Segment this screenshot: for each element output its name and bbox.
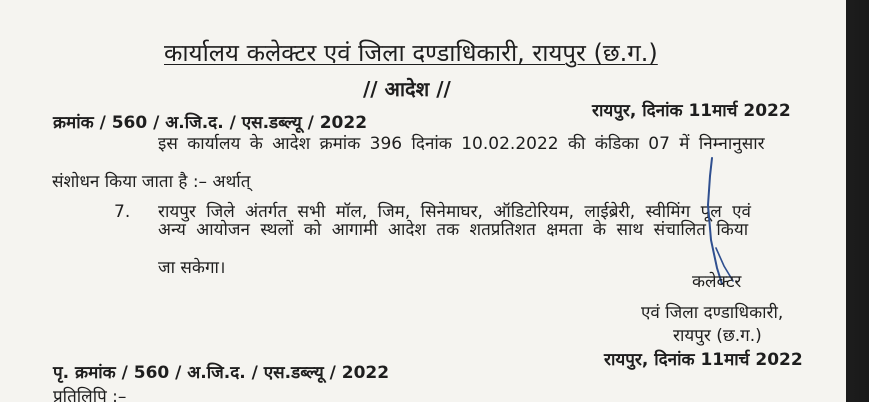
signatory-designation: कलेक्टर (692, 272, 742, 292)
reference-number: क्रमांक / 560 / अ.जि.द. / एस.डब्ल्यू / 2022 (53, 113, 368, 133)
signatory-title: एवं जिला दण्डाधिकारी, (641, 303, 784, 323)
order-date: रायपुर, दिनांक 11मार्च 2022 (592, 101, 791, 121)
amendment-number: 7. (114, 202, 131, 222)
amendment-line-1: रायपुर जिले अंतर्गत सभी मॉल, जिम, सिनेमाघर, ऑडिटोरियम, लाईब्रेरी, स्वीमिंग पूल एवं (158, 202, 752, 222)
signatory-location: रायपुर (छ.ग.) (673, 326, 762, 346)
order-heading: // आदेश // (363, 77, 451, 101)
body-line-2: संशोधन किया जाता है :– अर्थात् (52, 172, 251, 192)
office-title: कार्यालय कलेक्टर एवं जिला दण्डाधिकारी, रायपुर (छ.ग.) (164, 39, 658, 67)
signature-date: रायपुर, दिनांक 11मार्च 2022 (604, 350, 803, 370)
amendment-line-3: जा सकेगा। (158, 258, 226, 278)
body-line-1: इस कार्यालय के आदेश क्रमांक 396 दिनांक 10.02.2022 की कंडिका 07 में निम्नानुसार (158, 134, 765, 154)
endorsement-number: पृ. क्रमांक / 560 / अ.जि.द. / एस.डब्ल्यू / 2022 (53, 363, 390, 383)
page-edge-shadow (851, 0, 869, 402)
amendment-line-2: अन्य आयोजन स्थलों को आगामी आदेश तक शतप्रतिशत क्षमता के साथ संचालित किया (158, 220, 749, 240)
copy-to-label: प्रतिलिपि :– (53, 387, 127, 402)
